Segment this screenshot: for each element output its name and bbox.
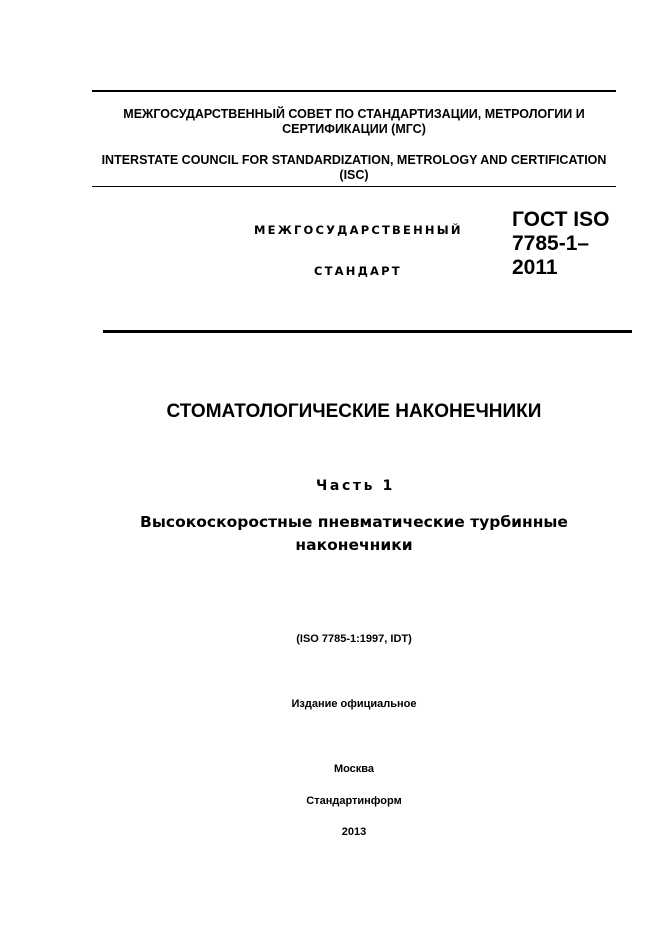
standard-type-line2: СТАНДАРТ bbox=[314, 264, 402, 278]
main-rule bbox=[103, 330, 632, 333]
council-rule bbox=[92, 186, 616, 187]
iso-reference: (ISO 7785-1:1997, IDT) bbox=[296, 633, 412, 645]
standard-designation bbox=[512, 208, 622, 280]
part-label: Часть 1 bbox=[316, 478, 395, 494]
city: Москва bbox=[333, 763, 375, 775]
publication-year: 2013 bbox=[341, 826, 367, 838]
subtitle-line2: наконечники bbox=[295, 536, 413, 554]
document-title: СТОМАТОЛОГИЧЕСКИЕ НАКОНЕЧНИКИ bbox=[166, 401, 542, 422]
council-name-ru: МЕЖГОСУДАРСТВЕННЫЙ СОВЕТ ПО СТАНДАРТИЗАЦИИ, МЕТРОЛОГИИ И СЕРТИФИКАЦИИ (МГС) bbox=[123, 107, 585, 136]
document-subtitle bbox=[60, 511, 648, 557]
subtitle-line1: Высокоскоростные пневматические турбинные bbox=[140, 513, 568, 531]
designation-line3: 2011 bbox=[512, 256, 558, 279]
edition-label: Издание официальное bbox=[291, 698, 417, 710]
designation-line1: ГОСТ ISO bbox=[512, 208, 610, 231]
publisher: Стандартинформ bbox=[306, 795, 402, 807]
designation-line2: 7785-1– bbox=[512, 232, 590, 255]
top-rule bbox=[92, 90, 616, 92]
council-name-en: INTERSTATE COUNCIL FOR STANDARDIZATION, METROLOGY AND CERTIFICATION (ISC) bbox=[101, 153, 607, 182]
standard-type-line1: МЕЖГОСУДАРСТВЕННЫЙ bbox=[254, 223, 463, 237]
